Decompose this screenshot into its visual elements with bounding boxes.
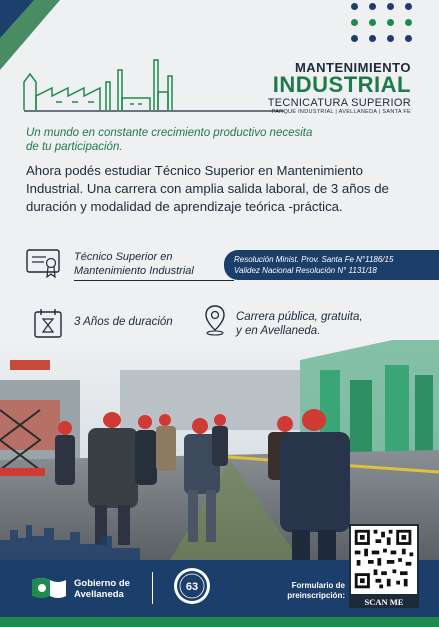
location-pin-icon — [204, 304, 226, 336]
municipality-name — [74, 578, 130, 600]
location-text — [236, 310, 363, 338]
corner-decoration-inner — [0, 0, 34, 38]
qr-code[interactable] — [349, 524, 419, 596]
footer-stripe — [0, 617, 439, 627]
tagline: Un mundo en constante crecimiento productivo necesita de tu participación. — [26, 127, 313, 153]
seal-number: 63 — [185, 581, 199, 593]
avellaneda-flag-icon — [30, 576, 68, 600]
brand-line3: TECNICATURA SUPERIOR — [267, 97, 411, 109]
career-info-row — [26, 246, 439, 286]
duration-text: 3 Años de duración — [74, 316, 173, 328]
brand-line1: MANTENIMIENTO — [294, 60, 411, 75]
career-line1: Técnico Superior en — [74, 251, 173, 263]
brand-line2: INDUSTRIAL — [272, 72, 411, 97]
dot-pattern — [351, 3, 413, 42]
scan-me-label: SCAN ME — [349, 596, 419, 608]
form-line1: Formulario de — [291, 581, 345, 590]
form-label — [285, 581, 345, 601]
resolution-box — [224, 250, 439, 280]
brand-line4: PARQUE INDUSTRIAL | AVELLANEDA | SANTA FE — [271, 109, 411, 115]
location-line2: y en Avellaneda. — [236, 325, 321, 337]
career-underline — [74, 280, 234, 281]
career-name — [74, 250, 194, 278]
factory-outline-icon — [22, 52, 284, 116]
intro-text: Ahora podés estudiar Técnico Superior en Mantenimiento Industrial. Una carrera con amplia salida laboral, de 3 años de duración y modalidad de aprendizaje teórica -práctica. — [26, 163, 389, 214]
resolution-line2: Validez Nacional Resolución N° 1131/18 — [234, 266, 377, 275]
location-line1: Carrera pública, gratuita, — [236, 311, 363, 323]
gob-line2: Avellaneda — [74, 589, 124, 600]
program-brand — [268, 60, 411, 115]
certificate-icon — [26, 249, 60, 279]
resolution-line1: Resolución Minist. Prov. Santa Fe N°1186/15 — [234, 255, 394, 264]
anniversary-seal-icon — [172, 566, 212, 606]
footer-divider — [152, 572, 153, 604]
hourglass-calendar-icon — [34, 308, 62, 338]
career-line2: Mantenimiento Industrial — [74, 265, 194, 277]
form-line2: preinscripción: — [287, 591, 345, 600]
gob-line1: Gobierno de — [74, 578, 130, 589]
